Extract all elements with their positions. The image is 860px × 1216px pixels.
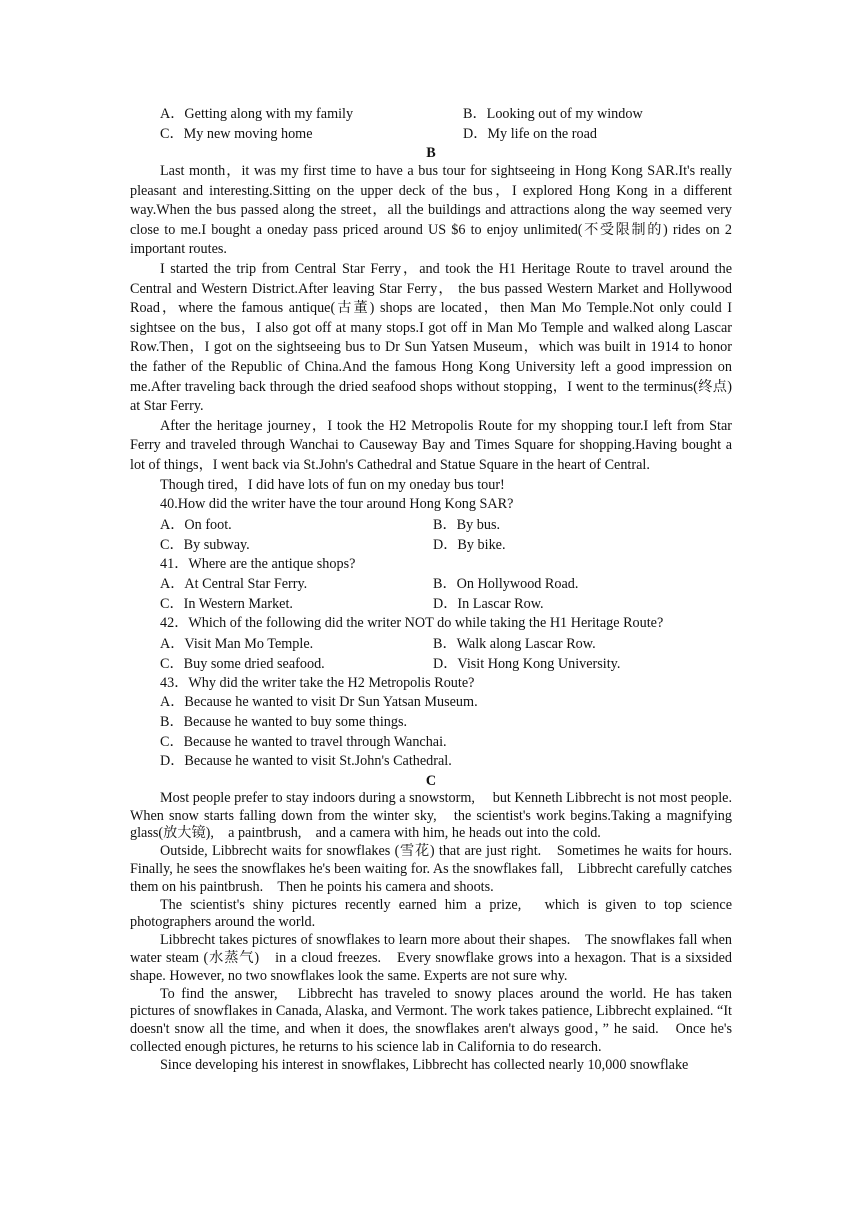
option-b: B．Walk along Lascar Row. xyxy=(433,635,596,652)
option-d: D．Because he wanted to visit St.John's Cathedral. xyxy=(160,753,452,770)
option-d: D．By bike. xyxy=(433,536,506,553)
passage-paragraph: I started the trip from Central Star Ferry，and took the H1 Heritage Route to travel around the Central and Western District.After leaving Star Ferry， the bus passed Western Market and Hollywood Road，where the famous antique(古董) shops are located，then Man Mo Temple.Not only could I sightsee on the bus，I also got off at many stops.I got off in Man Mo Temple and walked along Lascar Row.Then，I got on the sightseeing bus to Dr Sun Yatsen Museum，which was built in 1914 to honor the father of the Republic of China.And the famous Hong Kong University left a good impression on me.After traveling back through the dried seafood shops without stopping，I went to the terminus(终点) at Star Ferry. xyxy=(130,260,732,415)
option-a: A．Getting along with my family xyxy=(160,106,354,122)
option-b: B．By bus. xyxy=(433,516,501,533)
option-b: B．Because he wanted to buy some things. xyxy=(160,714,408,731)
option-row xyxy=(130,124,732,144)
option-b: B．Looking out of my window xyxy=(463,106,643,122)
option-b: B．On Hollywood Road. xyxy=(433,576,579,593)
option-row xyxy=(130,634,732,654)
option-a: A．Because he wanted to visit Dr Sun Yatsan Museum. xyxy=(160,694,478,711)
passage-paragraph: Though tired，I did have lots of fun on my oneday bus tour! xyxy=(160,476,505,493)
option-d: D．In Lascar Row. xyxy=(433,596,544,613)
passage-paragraph: Last month，it was my first time to have a bus tour for sightseeing in Hong Kong SAR.It's really pleasant and interesting.Sitting on the upper deck of the bus，I explored Hong Kong in a different way.When the bus passed along the street，all the buildings and attractions along the way seemed very close to me.I bought a oneday pass priced around US $6 to enjoy unlimited(不受限制的) rides on 2 important routes. xyxy=(130,163,732,258)
section-c-heading: C xyxy=(425,772,437,789)
question-42-stem: 42．Which of the following did the writer NOT do while taking the H1 Heritage Route? xyxy=(160,615,664,632)
section-c-passage xyxy=(130,789,747,1075)
option-d: D．Visit Hong Kong University. xyxy=(433,655,621,672)
option-row xyxy=(130,574,732,594)
option-c: C．In Western Market. xyxy=(160,596,293,613)
option-a: A．On foot. xyxy=(160,516,232,533)
passage-paragraph: Most people prefer to stay indoors during a snowstorm, but Kenneth Libbrecht is not most people. When snow starts falling down from the winter sky, the scientist's work begins.Taking a magnifying glass(放大镜), a paintbrush, and a camera with him, he heads out into the cold. xyxy=(130,789,747,842)
option-a: A．At Central Star Ferry. xyxy=(160,576,308,593)
passage-paragraph: Libbrecht takes pictures of snowflakes to learn more about their shapes. The snowflakes fall when water steam (水蒸气) in a cloud freezes. Every snowflake grows into a hexagon. That is a sixsided shape. However, no two snowflakes look the same. Experts are not sure why. xyxy=(130,932,732,984)
passage-paragraph: To find the answer, Libbrecht has traveled to snowy places around the world. He has taken pictures of snowflakes in Canada, Alaska, and Vermont. The work takes patience, Libbrecht explained. “It doesn't snow all the time, and when it does, the snowflakes aren't always good，” he said. Once he's collected enough pictures, he returns to his science lab in California to do research. xyxy=(130,985,732,1055)
option-d: D．My life on the road xyxy=(463,126,597,142)
option-row xyxy=(130,104,732,124)
option-a: A．Visit Man Mo Temple. xyxy=(160,635,314,652)
option-c: C．My new moving home xyxy=(160,126,313,142)
option-c: C．By subway. xyxy=(160,536,250,553)
exam-page xyxy=(130,104,747,1075)
question-43-stem: 43．Why did the writer take the H2 Metropolis Route? xyxy=(160,674,475,691)
question-41-stem: 41．Where are the antique shops? xyxy=(160,555,356,572)
question-40-stem: 40.How did the writer have the tour around Hong Kong SAR? xyxy=(160,496,514,513)
option-row xyxy=(130,594,732,614)
passage-paragraph: The scientist's shiny pictures recently earned him a prize, which is given to top science photographers around the world. xyxy=(130,896,732,931)
option-row xyxy=(130,515,732,535)
passage-paragraph: After the heritage journey，I took the H2 Metropolis Route for my shopping tour.I left from Star Ferry and traveled through Wanchai to Causeway Bay and Times Square for shopping.Having bought a lot of things，I went back via St.John's Cathedral and Statue Square in the heart of Central. xyxy=(130,417,732,473)
section-b-heading: B xyxy=(426,145,436,161)
passage-paragraph: Since developing his interest in snowflakes, Libbrecht has collected nearly 10,000 snowflake xyxy=(160,1056,689,1073)
option-row xyxy=(130,654,732,674)
option-c: C．Buy some dried seafood. xyxy=(160,655,325,672)
option-row xyxy=(130,535,732,555)
option-c: C．Because he wanted to travel through Wanchai. xyxy=(160,733,447,750)
passage-paragraph: Outside, Libbrecht waits for snowflakes (雪花) that are just right. Sometimes he waits for hours. Finally, he sees the snowflakes he's been waiting for. As the snowflakes fall, Libbrecht carefully catches them on his paintbrush. Then he points his camera and shoots. xyxy=(130,843,732,895)
